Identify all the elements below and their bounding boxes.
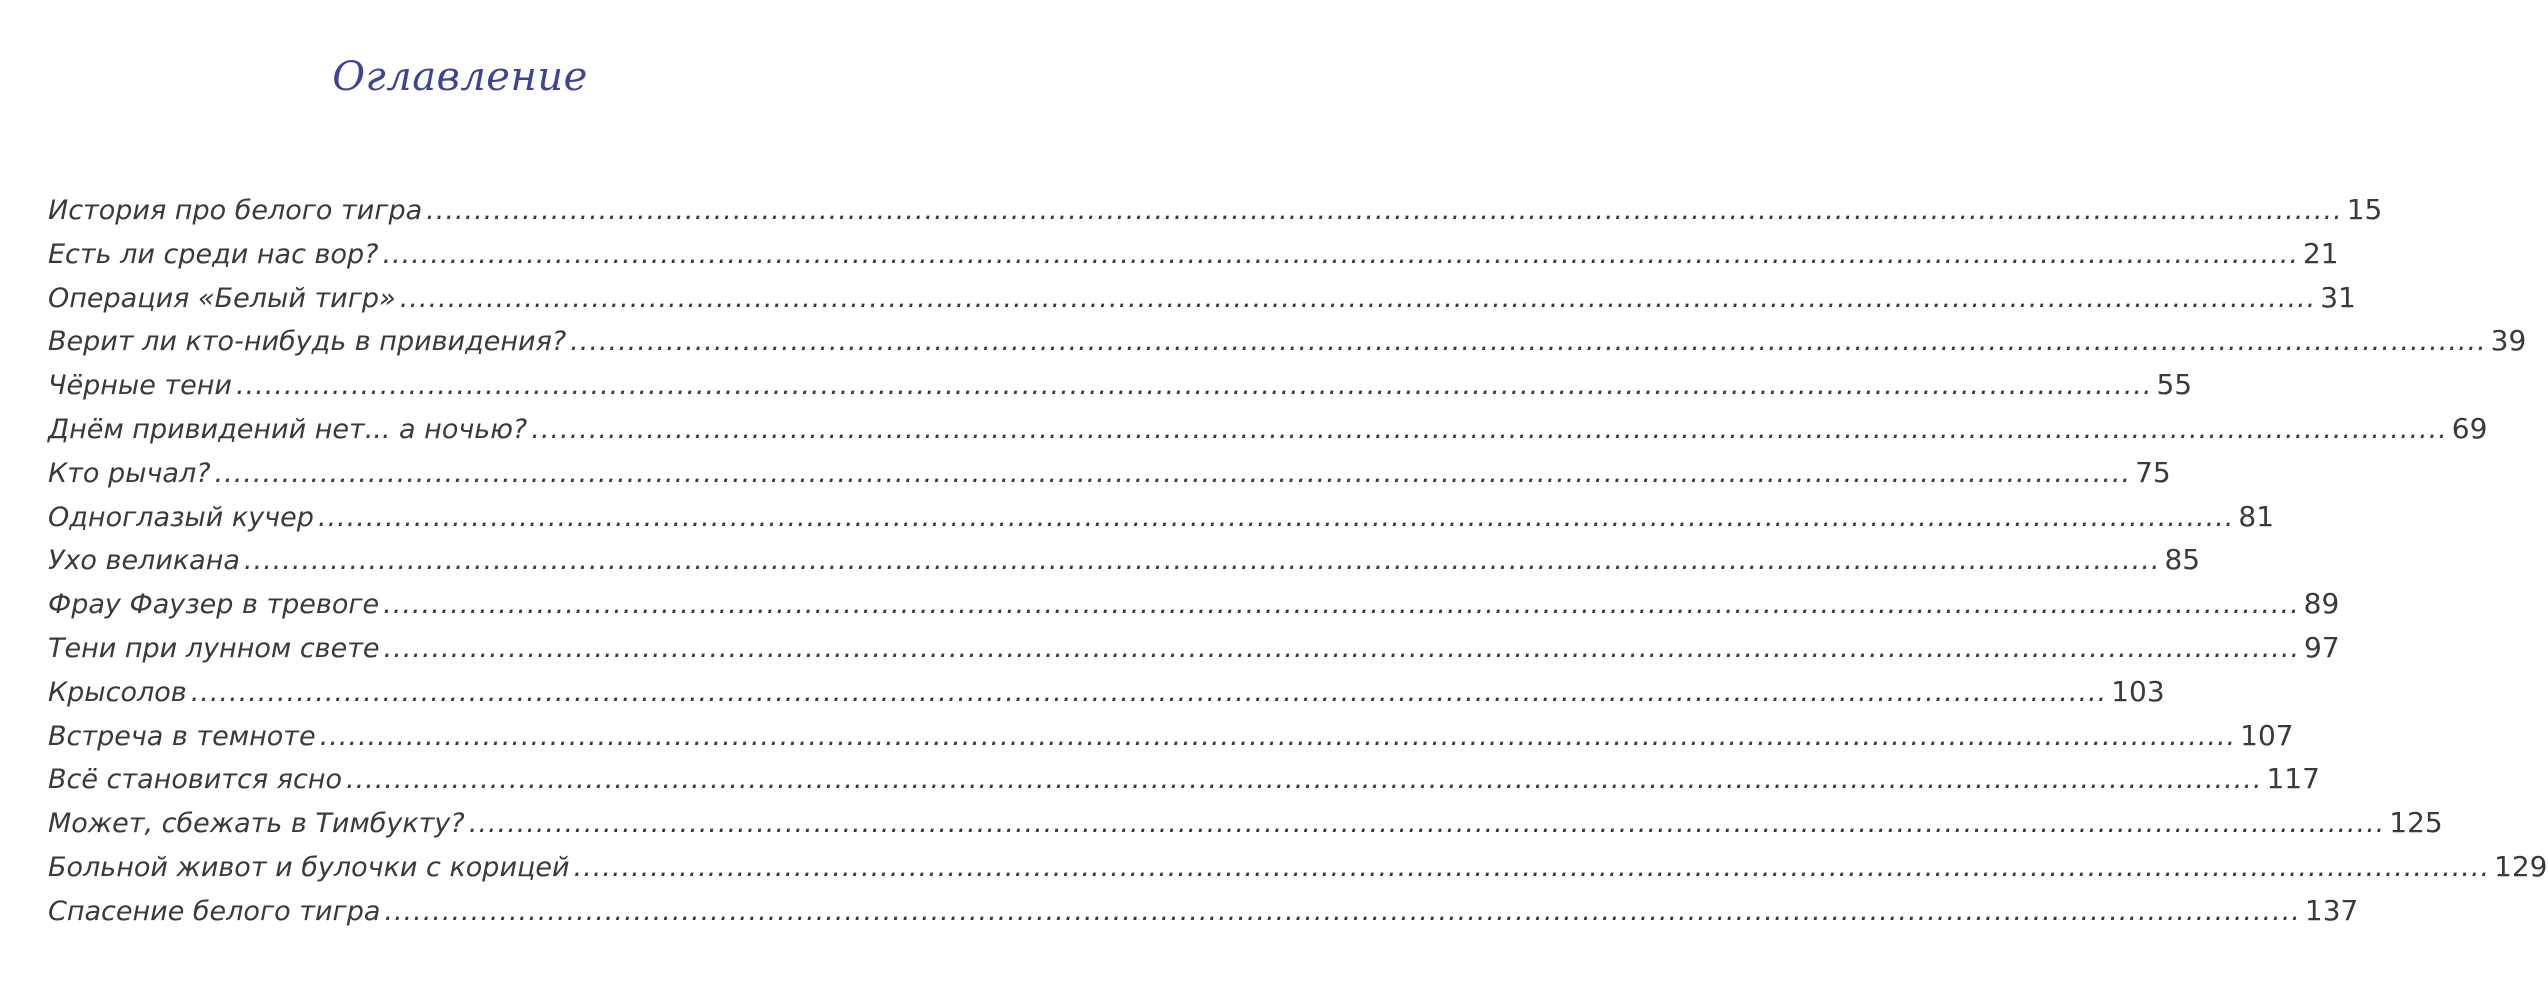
toc-entry-title: Тени при лунном свете bbox=[48, 632, 380, 664]
toc-entry-page-number: 39 bbox=[2490, 324, 2527, 358]
toc-entry-page-number: 69 bbox=[2451, 411, 2488, 445]
dot-leader: ........................................................................................................................................................................................................ bbox=[573, 851, 2491, 883]
toc-entry-title: Кто рычал? bbox=[48, 457, 211, 489]
toc-entry bbox=[48, 889, 2359, 933]
toc-entry-title: Фрау Фаузер в тревоге bbox=[48, 589, 380, 621]
table-of-contents bbox=[48, 188, 2548, 933]
toc-entry bbox=[48, 363, 2193, 407]
toc-entry-title: Чёрные тени bbox=[48, 370, 232, 402]
toc-entry bbox=[48, 757, 2320, 801]
dot-leader: ........................................................................................................................................................................................................ bbox=[235, 370, 2153, 402]
toc-entry bbox=[48, 538, 2201, 582]
toc-entry-page-number: 55 bbox=[2156, 368, 2193, 402]
dot-leader: ........................................................................................................................................................................................................ bbox=[243, 545, 2161, 577]
toc-entry-title: Спасение белого тигра bbox=[48, 895, 381, 927]
toc-entry-page-number: 75 bbox=[2135, 455, 2171, 489]
toc-entry-page-number: 31 bbox=[2320, 280, 2356, 314]
toc-entry-title: Есть ли среди нас вор? bbox=[48, 238, 379, 270]
dot-leader: ........................................................................................................................................................................................................ bbox=[384, 895, 2301, 927]
dot-leader: ........................................................................................................................................................................................................ bbox=[426, 195, 2343, 226]
toc-entry-title: Всё становится ясно bbox=[48, 764, 342, 796]
dot-leader: ........................................................................................................................................................................................................ bbox=[399, 282, 2317, 314]
dot-leader: ........................................................................................................................................................................................................ bbox=[317, 501, 2235, 533]
toc-entry-page-number: 107 bbox=[2240, 718, 2294, 752]
dot-leader: ........................................................................................................................................................................................................ bbox=[383, 632, 2301, 664]
toc-entry-page-number: 15 bbox=[2346, 193, 2383, 226]
dot-leader: ........................................................................................................................................................................................................ bbox=[345, 764, 2263, 796]
toc-entry-title: Крысолов bbox=[48, 676, 187, 708]
toc-entry-page-number: 103 bbox=[2111, 674, 2165, 708]
toc-entry-page-number: 89 bbox=[2303, 587, 2340, 621]
toc-entry bbox=[48, 495, 2275, 539]
toc-entry bbox=[48, 626, 2340, 670]
toc-entry bbox=[48, 801, 2443, 845]
dot-leader: ........................................................................................................................................................................................................ bbox=[570, 326, 2487, 358]
toc-entry bbox=[48, 232, 2339, 276]
toc-entry bbox=[48, 451, 2171, 495]
toc-entry-title: Встреча в темноте bbox=[48, 720, 316, 752]
toc-entry-title: История про белого тигра bbox=[48, 195, 423, 226]
toc-entry-page-number: 137 bbox=[2304, 893, 2359, 927]
toc-entry-title: Операция «Белый тигр» bbox=[48, 282, 396, 314]
toc-entry-page-number: 81 bbox=[2238, 499, 2275, 533]
toc-entry-title: Днём привидений нет... а ночью? bbox=[48, 413, 528, 445]
toc-entry bbox=[48, 319, 2527, 363]
toc-entry-title: Может, сбежать в Тимбукту? bbox=[48, 808, 465, 840]
toc-entry bbox=[48, 276, 2356, 320]
dot-leader: ........................................................................................................................................................................................................ bbox=[319, 720, 2237, 752]
toc-entry-page-number: 117 bbox=[2266, 762, 2320, 796]
toc-entry-title: Верит ли кто-нибудь в привидения? bbox=[48, 326, 567, 358]
toc-entry bbox=[48, 188, 2383, 232]
page-title: Оглавление bbox=[332, 54, 588, 100]
toc-entry-page-number: 21 bbox=[2302, 236, 2339, 270]
toc-entry-title: Одноглазый кучер bbox=[48, 501, 314, 533]
toc-entry bbox=[48, 714, 2294, 758]
dot-leader: ........................................................................................................................................................................................................ bbox=[214, 457, 2132, 489]
toc-entry bbox=[48, 407, 2488, 451]
toc-entry bbox=[48, 670, 2165, 714]
toc-entry-title: Больной живот и булочки с корицей bbox=[48, 851, 570, 883]
toc-entry-page-number: 129 bbox=[2494, 849, 2548, 883]
toc-entry-title: Ухо великана bbox=[48, 545, 240, 577]
dot-leader: ........................................................................................................................................................................................................ bbox=[383, 589, 2300, 621]
toc-entry bbox=[48, 845, 2548, 889]
toc-entry-page-number: 125 bbox=[2389, 806, 2443, 840]
dot-leader: ........................................................................................................................................................................................................ bbox=[190, 676, 2108, 708]
dot-leader: ........................................................................................................................................................................................................ bbox=[468, 808, 2386, 840]
dot-leader: ........................................................................................................................................................................................................ bbox=[382, 238, 2299, 270]
toc-entry-page-number: 85 bbox=[2164, 543, 2201, 577]
toc-entry bbox=[48, 582, 2340, 626]
toc-entry-page-number: 97 bbox=[2304, 630, 2340, 664]
dot-leader: ........................................................................................................................................................................................................ bbox=[531, 413, 2448, 445]
